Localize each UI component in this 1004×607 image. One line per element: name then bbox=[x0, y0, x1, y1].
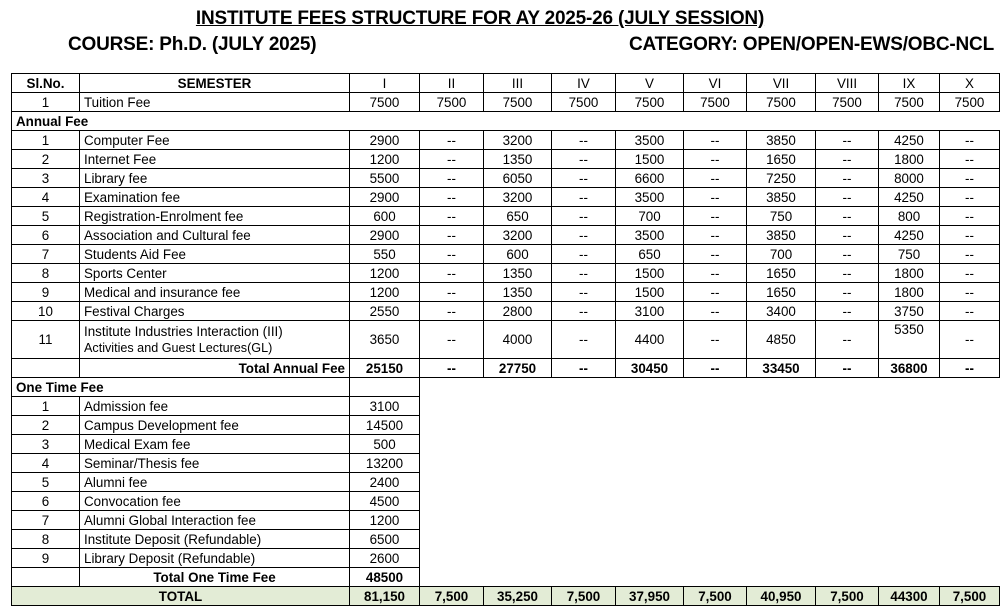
row-slno: 1 bbox=[12, 93, 80, 112]
fee-cell: 2900 bbox=[350, 131, 420, 150]
fee-cell: -- bbox=[940, 264, 1000, 283]
fee-cell: 4500 bbox=[350, 492, 420, 511]
annual-fee-row bbox=[12, 264, 1000, 283]
row-label: Internet Fee bbox=[80, 150, 350, 169]
row-slno: 8 bbox=[12, 264, 80, 283]
one-time-fee-row bbox=[12, 492, 1000, 511]
blank-area bbox=[420, 454, 1000, 473]
fee-cell: 4250 bbox=[879, 226, 940, 245]
total-one-time-row bbox=[12, 568, 1000, 587]
fee-cell: 1200 bbox=[350, 283, 420, 302]
fee-cell: -- bbox=[552, 226, 616, 245]
row-slno: 3 bbox=[12, 435, 80, 454]
fee-cell: -- bbox=[420, 245, 484, 264]
row-slno: 1 bbox=[12, 131, 80, 150]
fee-cell: -- bbox=[940, 150, 1000, 169]
annual-fee-row bbox=[12, 150, 1000, 169]
grand-total-label: TOTAL bbox=[12, 587, 350, 606]
fee-cell: -- bbox=[816, 264, 879, 283]
one-time-fee-row bbox=[12, 397, 1000, 416]
fee-cell: 1800 bbox=[879, 283, 940, 302]
fee-cell: -- bbox=[552, 131, 616, 150]
one-time-fee-row bbox=[12, 511, 1000, 530]
grand-total-cell: 81,150 bbox=[350, 587, 420, 606]
fee-cell: 4850 bbox=[747, 321, 816, 359]
fee-cell: -- bbox=[552, 302, 616, 321]
fee-cell: 2900 bbox=[350, 226, 420, 245]
fee-cell: -- bbox=[940, 245, 1000, 264]
fee-cell: 1800 bbox=[879, 150, 940, 169]
total-annual-row bbox=[12, 359, 1000, 378]
row-label-line1: Institute Industries Interaction (III) bbox=[84, 323, 283, 339]
semester-header: V bbox=[616, 74, 684, 93]
fee-cell: 1500 bbox=[616, 283, 684, 302]
annual-fee-row bbox=[12, 188, 1000, 207]
fee-cell: -- bbox=[940, 302, 1000, 321]
fee-cell: 3100 bbox=[350, 397, 420, 416]
fee-cell: -- bbox=[684, 283, 747, 302]
total-one-time-label: Total One Time Fee bbox=[80, 568, 350, 587]
fee-cell: -- bbox=[940, 321, 1000, 359]
row-slno: 5 bbox=[12, 207, 80, 226]
fee-cell: -- bbox=[684, 226, 747, 245]
fee-cell: 7500 bbox=[350, 93, 420, 112]
grand-total-cell: 7,500 bbox=[552, 587, 616, 606]
fee-cell: -- bbox=[552, 169, 616, 188]
row-label: Sports Center bbox=[80, 264, 350, 283]
row-slno: 4 bbox=[12, 454, 80, 473]
fee-cell: 7250 bbox=[747, 169, 816, 188]
fee-cell: 7500 bbox=[616, 93, 684, 112]
row-slno: 6 bbox=[12, 492, 80, 511]
row-slno: 1 bbox=[12, 397, 80, 416]
fee-cell: 3200 bbox=[484, 188, 552, 207]
fee-cell: 8000 bbox=[879, 169, 940, 188]
fee-cell: -- bbox=[816, 131, 879, 150]
fee-cell: -- bbox=[420, 207, 484, 226]
fee-cell: 7500 bbox=[879, 93, 940, 112]
fees-table bbox=[11, 73, 1000, 606]
fee-cell: -- bbox=[684, 321, 747, 359]
total-annual-cell: -- bbox=[940, 359, 1000, 378]
semester-header: III bbox=[484, 74, 552, 93]
fee-cell: 3850 bbox=[747, 188, 816, 207]
fee-cell: 750 bbox=[879, 245, 940, 264]
fee-cell: -- bbox=[684, 150, 747, 169]
grand-total-cell: 7,500 bbox=[940, 587, 1000, 606]
fee-cell: 3200 bbox=[484, 226, 552, 245]
fee-cell: 3850 bbox=[747, 131, 816, 150]
annual-fee-heading: Annual Fee bbox=[12, 112, 1000, 131]
one-time-fee-row bbox=[12, 435, 1000, 454]
row-slno: 4 bbox=[12, 188, 80, 207]
grand-total-cell: 7,500 bbox=[420, 587, 484, 606]
grand-total-cell: 7,500 bbox=[816, 587, 879, 606]
fee-cell: -- bbox=[552, 321, 616, 359]
fee-cell: -- bbox=[684, 302, 747, 321]
fee-cell: 1650 bbox=[747, 264, 816, 283]
fee-cell: -- bbox=[552, 264, 616, 283]
fee-cell: 650 bbox=[616, 245, 684, 264]
row-label: Institute Deposit (Refundable) bbox=[80, 530, 350, 549]
fee-cell: -- bbox=[684, 169, 747, 188]
fee-cell: 1650 bbox=[747, 150, 816, 169]
fee-cell: 2600 bbox=[350, 549, 420, 568]
one-time-fee-row bbox=[12, 416, 1000, 435]
grand-total-cell: 44300 bbox=[879, 587, 940, 606]
fee-cell: 7500 bbox=[816, 93, 879, 112]
fee-cell: 500 bbox=[350, 435, 420, 454]
fee-cell: 550 bbox=[350, 245, 420, 264]
fee-cell: 3500 bbox=[616, 131, 684, 150]
fee-cell: -- bbox=[420, 264, 484, 283]
row-slno: 3 bbox=[12, 169, 80, 188]
semester-header: IV bbox=[552, 74, 616, 93]
fee-cell: -- bbox=[816, 321, 879, 359]
fee-cell: -- bbox=[816, 283, 879, 302]
fee-cell: -- bbox=[940, 169, 1000, 188]
row-label bbox=[80, 321, 350, 359]
fee-cell: 7500 bbox=[552, 93, 616, 112]
annual-fee-row bbox=[12, 283, 1000, 302]
one-time-fee-row bbox=[12, 549, 1000, 568]
annual-fee-row bbox=[12, 226, 1000, 245]
fee-cell: 650 bbox=[484, 207, 552, 226]
semester-header: I bbox=[350, 74, 420, 93]
fee-cell: 2900 bbox=[350, 188, 420, 207]
fee-cell: 6500 bbox=[350, 530, 420, 549]
fee-cell: 5350 bbox=[879, 321, 940, 359]
fee-cell: 700 bbox=[747, 245, 816, 264]
fee-cell: 700 bbox=[616, 207, 684, 226]
fee-cell: -- bbox=[816, 188, 879, 207]
row-slno: 2 bbox=[12, 150, 80, 169]
fee-cell: 1200 bbox=[350, 511, 420, 530]
annual-fee-row bbox=[12, 302, 1000, 321]
tuition-row bbox=[12, 93, 1000, 112]
blank-area bbox=[420, 473, 1000, 492]
fee-cell: -- bbox=[684, 207, 747, 226]
total-annual-label: Total Annual Fee bbox=[80, 359, 350, 378]
fee-cell: 600 bbox=[350, 207, 420, 226]
row-slno: 7 bbox=[12, 245, 80, 264]
row-slno: 2 bbox=[12, 416, 80, 435]
fee-cell: 3100 bbox=[616, 302, 684, 321]
blank-area bbox=[420, 416, 1000, 435]
fee-cell: 1350 bbox=[484, 150, 552, 169]
col-slno-header: Sl.No. bbox=[12, 74, 80, 93]
course-label: COURSE: Ph.D. (JULY 2025) bbox=[68, 34, 317, 55]
row-slno bbox=[12, 359, 80, 378]
fee-cell: -- bbox=[816, 169, 879, 188]
row-label: Alumni Global Interaction fee bbox=[80, 511, 350, 530]
fee-cell: -- bbox=[684, 131, 747, 150]
row-slno bbox=[12, 568, 80, 587]
total-annual-cell: 36800 bbox=[879, 359, 940, 378]
total-annual-cell: -- bbox=[684, 359, 747, 378]
fee-cell: 1500 bbox=[616, 264, 684, 283]
row-slno: 5 bbox=[12, 473, 80, 492]
row-slno: 7 bbox=[12, 511, 80, 530]
row-label: Registration-Enrolment fee bbox=[80, 207, 350, 226]
semester-header: VIII bbox=[816, 74, 879, 93]
row-label: Seminar/Thesis fee bbox=[80, 454, 350, 473]
annual-fee-row bbox=[12, 245, 1000, 264]
fee-cell: -- bbox=[816, 150, 879, 169]
fee-cell: 600 bbox=[484, 245, 552, 264]
fee-cell: 7500 bbox=[747, 93, 816, 112]
row-label: Library fee bbox=[80, 169, 350, 188]
total-annual-cell: 27750 bbox=[484, 359, 552, 378]
iii-fee-row bbox=[12, 321, 1000, 359]
fee-cell: -- bbox=[420, 283, 484, 302]
blank-area bbox=[420, 492, 1000, 511]
blank-area bbox=[420, 530, 1000, 549]
fee-cell: -- bbox=[420, 150, 484, 169]
one-time-fee-section-row bbox=[12, 378, 1000, 397]
fee-cell: -- bbox=[420, 188, 484, 207]
total-annual-cell: -- bbox=[420, 359, 484, 378]
row-label: Festival Charges bbox=[80, 302, 350, 321]
fee-cell: 4250 bbox=[879, 131, 940, 150]
total-annual-cell: 30450 bbox=[616, 359, 684, 378]
row-slno: 11 bbox=[12, 321, 80, 359]
fee-cell: 6050 bbox=[484, 169, 552, 188]
fee-cell: 3650 bbox=[350, 321, 420, 359]
row-label: Medical Exam fee bbox=[80, 435, 350, 454]
fee-cell: 2400 bbox=[350, 473, 420, 492]
grand-total-cell: 35,250 bbox=[484, 587, 552, 606]
fee-cell: 5500 bbox=[350, 169, 420, 188]
one-time-fee-row bbox=[12, 530, 1000, 549]
row-slno: 10 bbox=[12, 302, 80, 321]
total-annual-cell: -- bbox=[816, 359, 879, 378]
row-label: Campus Development fee bbox=[80, 416, 350, 435]
fee-cell: 4400 bbox=[616, 321, 684, 359]
fee-cell: 1200 bbox=[350, 264, 420, 283]
fee-cell: -- bbox=[552, 245, 616, 264]
one-time-fee-row bbox=[12, 473, 1000, 492]
annual-fee-row bbox=[12, 207, 1000, 226]
fee-cell: -- bbox=[940, 188, 1000, 207]
fee-cell: -- bbox=[420, 169, 484, 188]
fee-cell: -- bbox=[684, 245, 747, 264]
semester-header: IX bbox=[879, 74, 940, 93]
fee-cell: 7500 bbox=[684, 93, 747, 112]
document-title: INSTITUTE FEES STRUCTURE FOR AY 2025-26 (JULY SESSION) bbox=[195, 8, 765, 29]
row-label: Association and Cultural fee bbox=[80, 226, 350, 245]
fee-cell: -- bbox=[552, 283, 616, 302]
fee-cell: -- bbox=[552, 150, 616, 169]
fee-cell: -- bbox=[816, 245, 879, 264]
one-time-fee-row bbox=[12, 454, 1000, 473]
fee-cell: -- bbox=[684, 264, 747, 283]
row-label: Examination fee bbox=[80, 188, 350, 207]
fee-cell: 6600 bbox=[616, 169, 684, 188]
row-label: Alumni fee bbox=[80, 473, 350, 492]
grand-total-row bbox=[12, 587, 1000, 606]
fee-cell: -- bbox=[420, 131, 484, 150]
semester-header: VI bbox=[684, 74, 747, 93]
row-label: Students Aid Fee bbox=[80, 245, 350, 264]
category-label: CATEGORY: OPEN/OPEN-EWS/OBC-NCL bbox=[628, 34, 994, 55]
row-label: Admission fee bbox=[80, 397, 350, 416]
fee-cell: 3400 bbox=[747, 302, 816, 321]
blank-area bbox=[420, 549, 1000, 568]
fee-cell: 2550 bbox=[350, 302, 420, 321]
header-row bbox=[12, 74, 1000, 93]
fee-cell: 3500 bbox=[616, 226, 684, 245]
row-label: Computer Fee bbox=[80, 131, 350, 150]
fee-cell: -- bbox=[552, 207, 616, 226]
fee-cell: 1350 bbox=[484, 264, 552, 283]
row-slno: 9 bbox=[12, 283, 80, 302]
fee-cell: -- bbox=[940, 131, 1000, 150]
fee-cell: 1200 bbox=[350, 150, 420, 169]
fee-cell: -- bbox=[940, 226, 1000, 245]
fee-cell: -- bbox=[420, 226, 484, 245]
fee-cell: -- bbox=[684, 188, 747, 207]
fee-cell: -- bbox=[940, 283, 1000, 302]
grand-total-cell: 37,950 bbox=[616, 587, 684, 606]
blank-cell bbox=[350, 378, 420, 397]
fee-cell: 1350 bbox=[484, 283, 552, 302]
row-label-line2: Activities and Guest Lectures(GL) bbox=[84, 340, 273, 355]
semester-header: X bbox=[940, 74, 1000, 93]
fee-cell: 3850 bbox=[747, 226, 816, 245]
fee-cell: 750 bbox=[747, 207, 816, 226]
fee-cell: -- bbox=[420, 321, 484, 359]
total-annual-cell: -- bbox=[552, 359, 616, 378]
grand-total-cell: 40,950 bbox=[747, 587, 816, 606]
annual-fee-row bbox=[12, 169, 1000, 188]
row-slno: 6 bbox=[12, 226, 80, 245]
fee-cell: 1650 bbox=[747, 283, 816, 302]
fee-cell: 1500 bbox=[616, 150, 684, 169]
fee-cell: -- bbox=[816, 226, 879, 245]
blank-area bbox=[420, 397, 1000, 416]
total-annual-cell: 25150 bbox=[350, 359, 420, 378]
one-time-fee-heading: One Time Fee bbox=[12, 378, 350, 397]
row-label: Convocation fee bbox=[80, 492, 350, 511]
annual-fee-section-row bbox=[12, 112, 1000, 131]
fee-cell: 14500 bbox=[350, 416, 420, 435]
blank-area bbox=[420, 568, 1000, 587]
fee-cell: 7500 bbox=[940, 93, 1000, 112]
blank-area bbox=[420, 378, 1000, 397]
row-label: Library Deposit (Refundable) bbox=[80, 549, 350, 568]
semester-header: VII bbox=[747, 74, 816, 93]
fee-cell: 2800 bbox=[484, 302, 552, 321]
total-annual-cell: 33450 bbox=[747, 359, 816, 378]
row-slno: 9 bbox=[12, 549, 80, 568]
fee-cell: 4000 bbox=[484, 321, 552, 359]
fee-cell: 3500 bbox=[616, 188, 684, 207]
fee-cell: 4250 bbox=[879, 188, 940, 207]
fee-cell: 3750 bbox=[879, 302, 940, 321]
blank-area bbox=[420, 435, 1000, 454]
row-label: Medical and insurance fee bbox=[80, 283, 350, 302]
row-label: Tuition Fee bbox=[80, 93, 350, 112]
col-semester-header: SEMESTER bbox=[80, 74, 350, 93]
blank-area bbox=[420, 511, 1000, 530]
grand-total-cell: 7,500 bbox=[684, 587, 747, 606]
fee-cell: 800 bbox=[879, 207, 940, 226]
row-slno: 8 bbox=[12, 530, 80, 549]
fee-cell: 1800 bbox=[879, 264, 940, 283]
semester-header: II bbox=[420, 74, 484, 93]
fee-cell: -- bbox=[552, 188, 616, 207]
fee-cell: 13200 bbox=[350, 454, 420, 473]
fee-cell: -- bbox=[940, 207, 1000, 226]
annual-fee-row bbox=[12, 131, 1000, 150]
fee-cell: 7500 bbox=[484, 93, 552, 112]
fee-cell: -- bbox=[816, 302, 879, 321]
fee-cell: -- bbox=[420, 302, 484, 321]
total-one-time-cell: 48500 bbox=[350, 568, 420, 587]
fee-cell: 7500 bbox=[420, 93, 484, 112]
fee-cell: -- bbox=[816, 207, 879, 226]
fee-cell: 3200 bbox=[484, 131, 552, 150]
